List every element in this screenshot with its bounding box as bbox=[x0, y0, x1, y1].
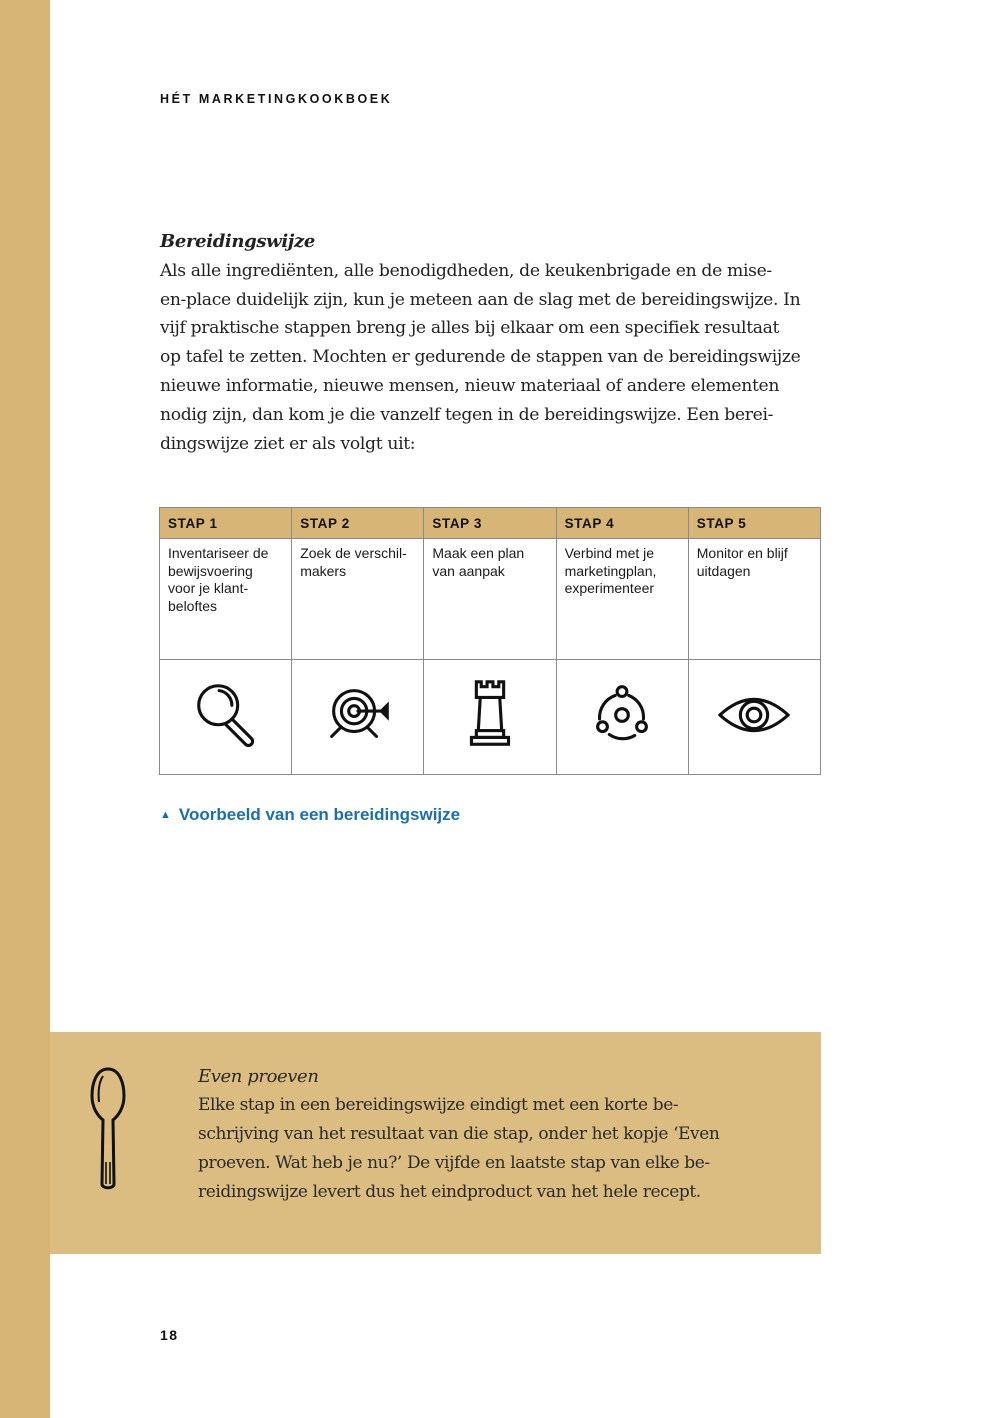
desc-line: uitdagen bbox=[696, 562, 751, 579]
bereidingswijze-section bbox=[160, 228, 820, 458]
magnifying-glass-icon bbox=[187, 676, 265, 754]
body-line: nieuwe informatie, nieuwe mensen, nieuw materiaal of andere elementen bbox=[160, 375, 780, 396]
steps-icon-row bbox=[160, 660, 821, 775]
body-line: op tafel te zetten. Mochten er gedurende de stappen van de bereidingswijze bbox=[160, 347, 801, 368]
step-header: STAP 4 bbox=[556, 508, 688, 539]
callout-body bbox=[198, 1091, 798, 1207]
body-line: dingswijze ziet er als volgt uit: bbox=[160, 433, 416, 454]
eye-icon bbox=[715, 676, 793, 754]
body-line: en-place duidelijk zijn, kun je meteen aan de slag met de bereidingswijze. In bbox=[160, 289, 801, 310]
desc-line: van aanpak bbox=[432, 562, 505, 579]
caption-text: Voorbeeld van een bereidingswijze bbox=[178, 805, 461, 824]
steps-header-row bbox=[160, 508, 821, 539]
steps-table bbox=[159, 507, 821, 775]
body-line: Als alle ingrediënten, alle benodigdheden, de keukenbrigade en de mise- bbox=[160, 260, 772, 281]
body-line: nodig zijn, dan kom je die vanzelf tegen in de bereidingswijze. Een berei- bbox=[160, 404, 774, 425]
section-title: Bereidingswijze bbox=[160, 231, 315, 252]
step-description bbox=[424, 539, 556, 660]
callout-title: Even proeven bbox=[198, 1066, 319, 1087]
step-header: STAP 3 bbox=[424, 508, 556, 539]
step-icon-cell bbox=[424, 660, 556, 775]
desc-line: Maak een plan bbox=[432, 545, 525, 561]
step-icon-cell bbox=[160, 660, 292, 775]
callout-line: Elke stap in een bereidingswijze eindigt met een korte be- bbox=[198, 1095, 679, 1115]
desc-line: voor je klant- bbox=[168, 580, 249, 596]
callout-line: schrijving van het resultaat van die stap, onder het kopje ‘Even bbox=[198, 1124, 720, 1144]
step-header: STAP 1 bbox=[160, 508, 292, 539]
target-arrow-icon bbox=[319, 676, 397, 754]
body-line: vijf praktische stappen breng je alles bij elkaar om een specifiek resultaat bbox=[160, 318, 780, 339]
desc-line: beloftes bbox=[168, 597, 218, 614]
step-icon-cell bbox=[688, 660, 820, 775]
desc-line: experimenteer bbox=[564, 580, 655, 596]
chess-rook-icon bbox=[451, 676, 529, 754]
desc-line: bewijsvoering bbox=[168, 562, 253, 579]
step-description bbox=[688, 539, 820, 660]
desc-line: Zoek de verschil- bbox=[300, 545, 407, 561]
desc-line: Inventariseer de bbox=[168, 545, 269, 561]
triangle-up-icon: ▲ bbox=[160, 809, 171, 821]
callout-line: reidingswijze levert dus het eindproduct van het hele recept. bbox=[198, 1182, 701, 1202]
steps-description-row bbox=[160, 539, 821, 660]
callout-line: proeven. Wat heb je nu?’ De vijfde en laatste stap van elke be- bbox=[198, 1153, 710, 1173]
desc-line: makers bbox=[300, 562, 347, 579]
step-description bbox=[160, 539, 292, 660]
figure-caption bbox=[160, 805, 460, 825]
desc-line: marketingplan, bbox=[564, 562, 657, 579]
step-header: STAP 5 bbox=[688, 508, 820, 539]
step-icon-cell bbox=[292, 660, 424, 775]
page-number: 18 bbox=[160, 1327, 179, 1343]
tip-callout-box bbox=[50, 1032, 821, 1254]
connected-nodes-icon bbox=[583, 676, 661, 754]
running-header: HÉT MARKETINGKOOKBOEK bbox=[160, 92, 393, 106]
decorative-side-bar bbox=[0, 0, 50, 1418]
step-header: STAP 2 bbox=[292, 508, 424, 539]
desc-line: Monitor en blijf bbox=[696, 545, 788, 561]
step-description bbox=[556, 539, 688, 660]
step-icon-cell bbox=[556, 660, 688, 775]
callout-text bbox=[198, 1062, 798, 1207]
step-description bbox=[292, 539, 424, 660]
spoon-icon bbox=[88, 1066, 128, 1192]
desc-line: Verbind met je bbox=[564, 545, 655, 561]
section-body bbox=[160, 257, 820, 459]
